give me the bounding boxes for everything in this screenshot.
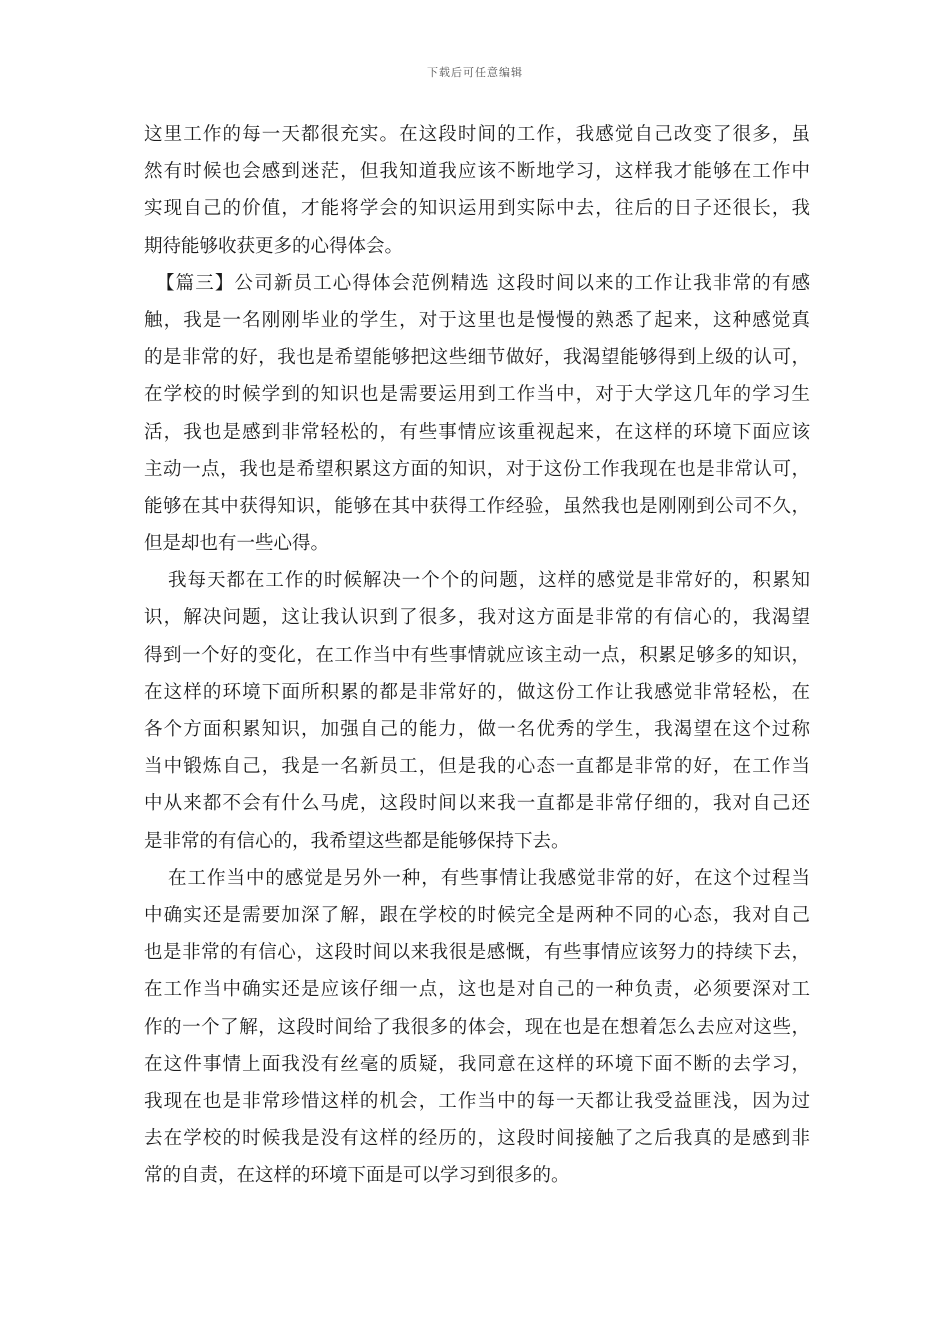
text-line: 也是非常的有信心，这段时间以来我很是感慨，有些事情应该努力的持续下去，	[144, 942, 810, 964]
text-line: 主动一点，我也是希望积累这方面的知识，对于这份工作我现在也是非常认可，	[144, 458, 810, 480]
paragraph-1	[144, 116, 810, 265]
text-line: 作的一个了解，这段时间给了我很多的体会，现在也是在想着怎么去应对这些，	[144, 1016, 810, 1038]
paragraph-2	[144, 265, 810, 563]
text-line: 在这件事情上面我没有丝毫的质疑，我同意在这样的环境下面不断的去学习，	[144, 1053, 810, 1075]
text-line: 当中锻炼自己，我是一名新员工，但是我的心态一直都是非常的好，在工作当	[144, 756, 810, 778]
text-line: 实现自己的价值，才能将学会的知识运用到实际中去，往后的日子还很长，我	[144, 198, 810, 220]
text-line: 活，我也是感到非常轻松的，有些事情应该重视起来，在这样的环境下面应该	[144, 421, 810, 443]
text-line: 这里工作的每一天都很充实。在这段时间的工作，我感觉自己改变了很多，虽	[144, 124, 810, 145]
text-line: 各个方面积累知识，加强自己的能力，做一名优秀的学生，我渴望在这个过称	[144, 719, 810, 740]
paragraph-3	[144, 562, 810, 860]
text-line: 然有时候也会感到迷茫，但我知道我应该不断地学习，这样我才能够在工作中	[144, 161, 810, 183]
text-line: 识，解决问题，这让我认识到了很多，我对这方面是非常的有信心的，我渴望	[144, 607, 810, 629]
text-line: 在这样的环境下面所积累的都是非常好的，做这份工作让我感觉非常轻松，在	[144, 681, 810, 703]
text-line: 我每天都在工作的时候解决一个个的问题，这样的感觉是非常好的，积累知	[168, 570, 810, 592]
paragraph-4	[144, 860, 810, 1195]
text-line: 常的自责，在这样的环境下面是可以学习到很多的。	[144, 1165, 570, 1187]
section-heading-line: 【篇三】公司新员工心得体会范例精选 这段时间以来的工作让我非常的有感	[156, 272, 810, 294]
text-line: 去在学校的时候我是没有这样的经历的，这段时间接触了之后我真的是感到非	[144, 1128, 810, 1150]
page-header: 下载后可任意编辑	[427, 66, 523, 79]
text-line: 得到一个好的变化，在工作当中有些事情就应该主动一点，积累足够多的知识，	[144, 644, 810, 666]
text-line: 中从来都不会有什么马虎，这段时间以来我一直都是非常仔细的，我对自己还	[144, 793, 810, 815]
text-line: 在学校的时候学到的知识也是需要运用到工作当中，对于大学这几年的学习生	[144, 384, 810, 406]
text-line: 的是非常的好，我也是希望能够把这些细节做好，我渴望能够得到上级的认可，	[144, 347, 810, 369]
text-line: 期待能够收获更多的心得体会。	[144, 235, 404, 257]
text-line: 在工作当中确实还是应该仔细一点，这也是对自己的一种负责，必须要深对工	[144, 979, 810, 1001]
document-body	[144, 116, 810, 1194]
text-line: 能够在其中获得知识，能够在其中获得工作经验，虽然我也是刚刚到公司不久，	[144, 495, 810, 517]
text-line: 是非常的有信心的，我希望这些都是能够保持下去。	[144, 830, 570, 852]
text-line: 中确实还是需要加深了解，跟在学校的时候完全是两种不同的心态，我对自己	[144, 904, 810, 926]
text-line: 我现在也是非常珍惜这样的机会，工作当中的每一天都让我受益匪浅，因为过	[144, 1090, 810, 1112]
text-line: 但是却也有一些心得。	[144, 533, 330, 555]
text-line: 触，我是一名刚刚毕业的学生，对于这里也是慢慢的熟悉了起来，这种感觉真	[144, 309, 810, 331]
text-line: 在工作当中的感觉是另外一种，有些事情让我感觉非常的好，在这个过程当	[168, 867, 810, 889]
